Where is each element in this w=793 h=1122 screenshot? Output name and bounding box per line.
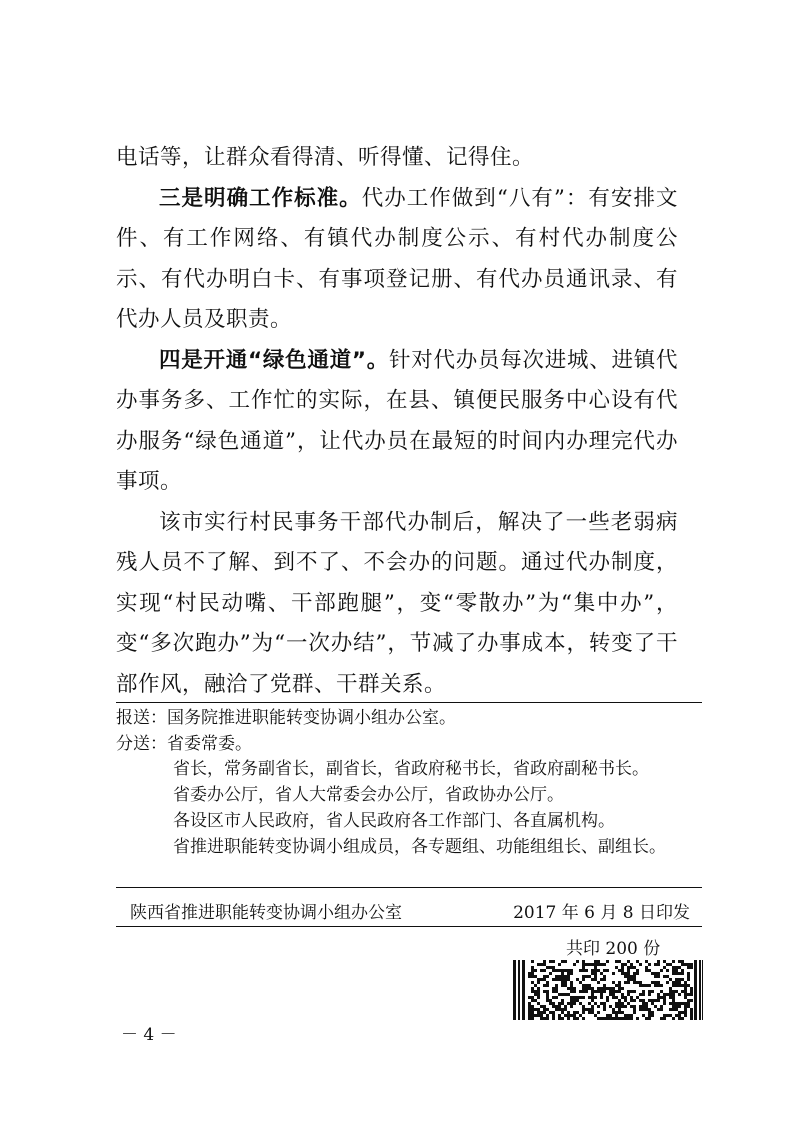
issuer-line — [130, 898, 690, 923]
copy-to-line-3: 省委办公厅，省人大常委会办公厅，省政协办公厅。 — [173, 785, 564, 806]
paragraph-3 — [116, 341, 678, 503]
divider-bottom — [116, 926, 702, 927]
paragraph-3-text: 针对代办员每次进城、进镇代办事务多、工作忙的实际，在县、镇便民服务中心设有代办服务“绿色通道”，让代办员在最短的时间内办理完代办事项。 — [116, 347, 678, 494]
paragraph-4: 该市实行村民事务干部代办制后，解决了一些老弱病残人员不了解、到不了、不会办的问题。通过代办制度，实现“村民动嘴、干部跑腿”，变“零散办”为“集中办”，变“多次跑办”为“一次办结”，节减了办事成本，转变了干部作风，融洽了党群、干群关系。 — [116, 509, 678, 697]
paragraph-1: 电话等，让群众看得清、听得懂、记得住。 — [116, 145, 535, 170]
distribution-list — [116, 706, 702, 860]
divider-middle — [116, 887, 702, 888]
paragraph-2 — [116, 179, 678, 341]
divider-top — [116, 702, 702, 703]
body-text — [116, 138, 678, 705]
barcode-icon — [513, 960, 703, 1020]
page-number: － 4 － — [121, 1025, 177, 1045]
copies-count: 共印 200 份 — [566, 939, 661, 959]
paragraph-2-heading: 三是明确工作标准。 — [159, 185, 362, 211]
copy-to-line: 分送：省委常委。 — [116, 733, 252, 754]
copy-to-line-4: 各设区市人民政府，省人民政府各工作部门、各直属机构。 — [173, 810, 615, 831]
issuer-name: 陕西省推进职能转变协调小组办公室 — [130, 903, 402, 923]
copy-to-line-5: 省推进职能转变协调小组成员，各专题组、功能组组长、副组长。 — [173, 836, 666, 857]
paragraph-2-text: 代办工作做到“八有”：有安排文件、有工作网络、有镇代办制度公示、有村代办制度公示、有代办明白卡、有事项登记册、有代办员通讯录、有代办人员及职责。 — [116, 185, 678, 332]
report-to-line: 报送：国务院推进职能转变协调小组办公室。 — [116, 708, 456, 728]
copy-to-line-2: 省长，常务副省长，副省长，省政府秘书长，省政府副秘书长。 — [173, 759, 649, 780]
paragraph-3-heading: 四是开通“绿色通道”。 — [159, 347, 389, 373]
issue-date: 2017 年 6 月 8 日印发 — [513, 903, 690, 923]
